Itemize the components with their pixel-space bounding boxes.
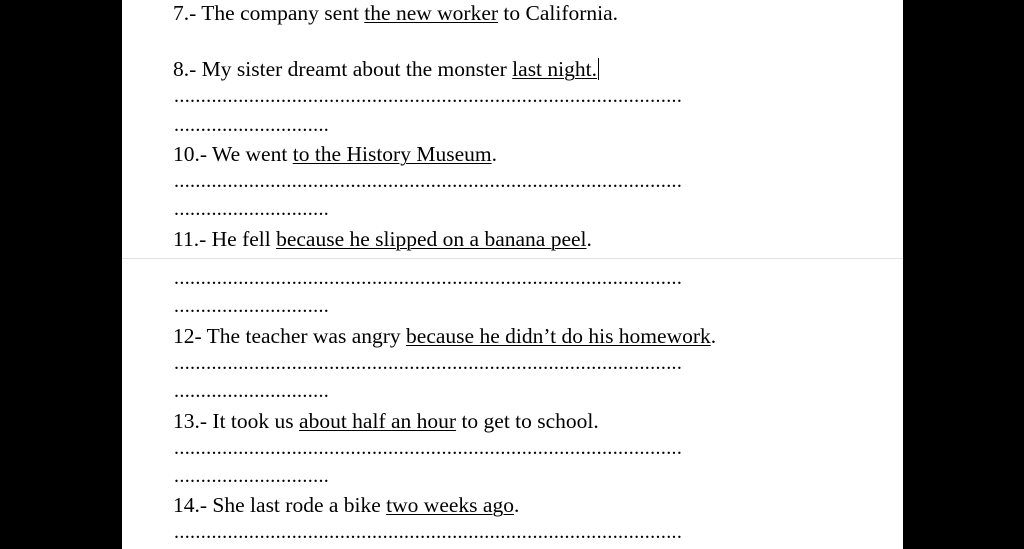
- question-number: 11.-: [173, 227, 207, 251]
- question-7: [173, 0, 618, 26]
- underlined-phrase: the new worker: [364, 1, 499, 25]
- underlined-phrase: last night.: [512, 57, 597, 81]
- question-number: 8.-: [173, 57, 197, 81]
- question-10: [173, 141, 497, 167]
- answer-line-dots: ...........................: [174, 199, 319, 219]
- question-text-end: .: [491, 142, 497, 166]
- answer-line-continuation[interactable]: [174, 381, 329, 401]
- answer-line-continuation[interactable]: [174, 466, 329, 486]
- question-12: [173, 323, 716, 349]
- underlined-phrase: about half an hour: [299, 409, 457, 433]
- answer-line-continuation[interactable]: [174, 199, 329, 219]
- answer-line[interactable]: ...............................................................................................: [174, 86, 683, 106]
- text-cursor: [598, 58, 599, 80]
- answer-line[interactable]: ...............................................................................................: [174, 522, 683, 542]
- question-text: She last rode a bike: [212, 493, 381, 517]
- underlined-phrase: because he slipped on a banana peel: [276, 227, 587, 251]
- underlined-phrase: because he didn’t do his homework: [406, 324, 711, 348]
- question-number: 14.-: [173, 493, 208, 517]
- question-number: 7.-: [173, 1, 197, 25]
- answer-line-dots-tail: ..: [318, 466, 330, 486]
- answer-line-dots-tail: ..: [318, 381, 330, 401]
- question-text-end: to California.: [503, 1, 619, 25]
- question-text: The company sent: [201, 1, 359, 25]
- question-14: [173, 492, 519, 518]
- answer-line[interactable]: ...............................................................................................: [174, 268, 683, 288]
- question-text-end: .: [513, 493, 520, 517]
- answer-line-dots: ...........................: [174, 466, 319, 486]
- answer-line-dots-tail: ..: [318, 199, 330, 219]
- answer-line[interactable]: ...............................................................................................: [174, 438, 683, 458]
- question-text: The teacher was angry: [206, 324, 401, 348]
- question-number: 10.-: [173, 142, 208, 166]
- question-number: 13.-: [173, 409, 208, 433]
- answer-line-dots: ...........................: [174, 381, 319, 401]
- question-11: [173, 226, 592, 252]
- underlined-phrase: to the History Museum: [292, 142, 492, 166]
- question-number: 12-: [173, 324, 202, 348]
- question-text: It took us: [212, 409, 294, 433]
- answer-line[interactable]: ...............................................................................................: [174, 353, 683, 373]
- question-text: We went: [212, 142, 288, 166]
- page-break-divider: [122, 258, 903, 259]
- question-text: He fell: [211, 227, 271, 251]
- question-text-end: .: [710, 324, 717, 348]
- answer-line-continuation[interactable]: .............................: [174, 115, 330, 135]
- question-8: [173, 56, 599, 82]
- question-text: My sister dreamt about the monster: [201, 57, 507, 81]
- question-text-end: to get to school.: [461, 409, 599, 433]
- answer-line-continuation[interactable]: .............................: [174, 296, 330, 316]
- underlined-phrase: two weeks ago: [386, 493, 514, 517]
- document-page: [122, 0, 903, 549]
- answer-line[interactable]: ...............................................................................................: [174, 171, 683, 191]
- question-13: [173, 408, 599, 434]
- question-text-end: .: [586, 227, 592, 251]
